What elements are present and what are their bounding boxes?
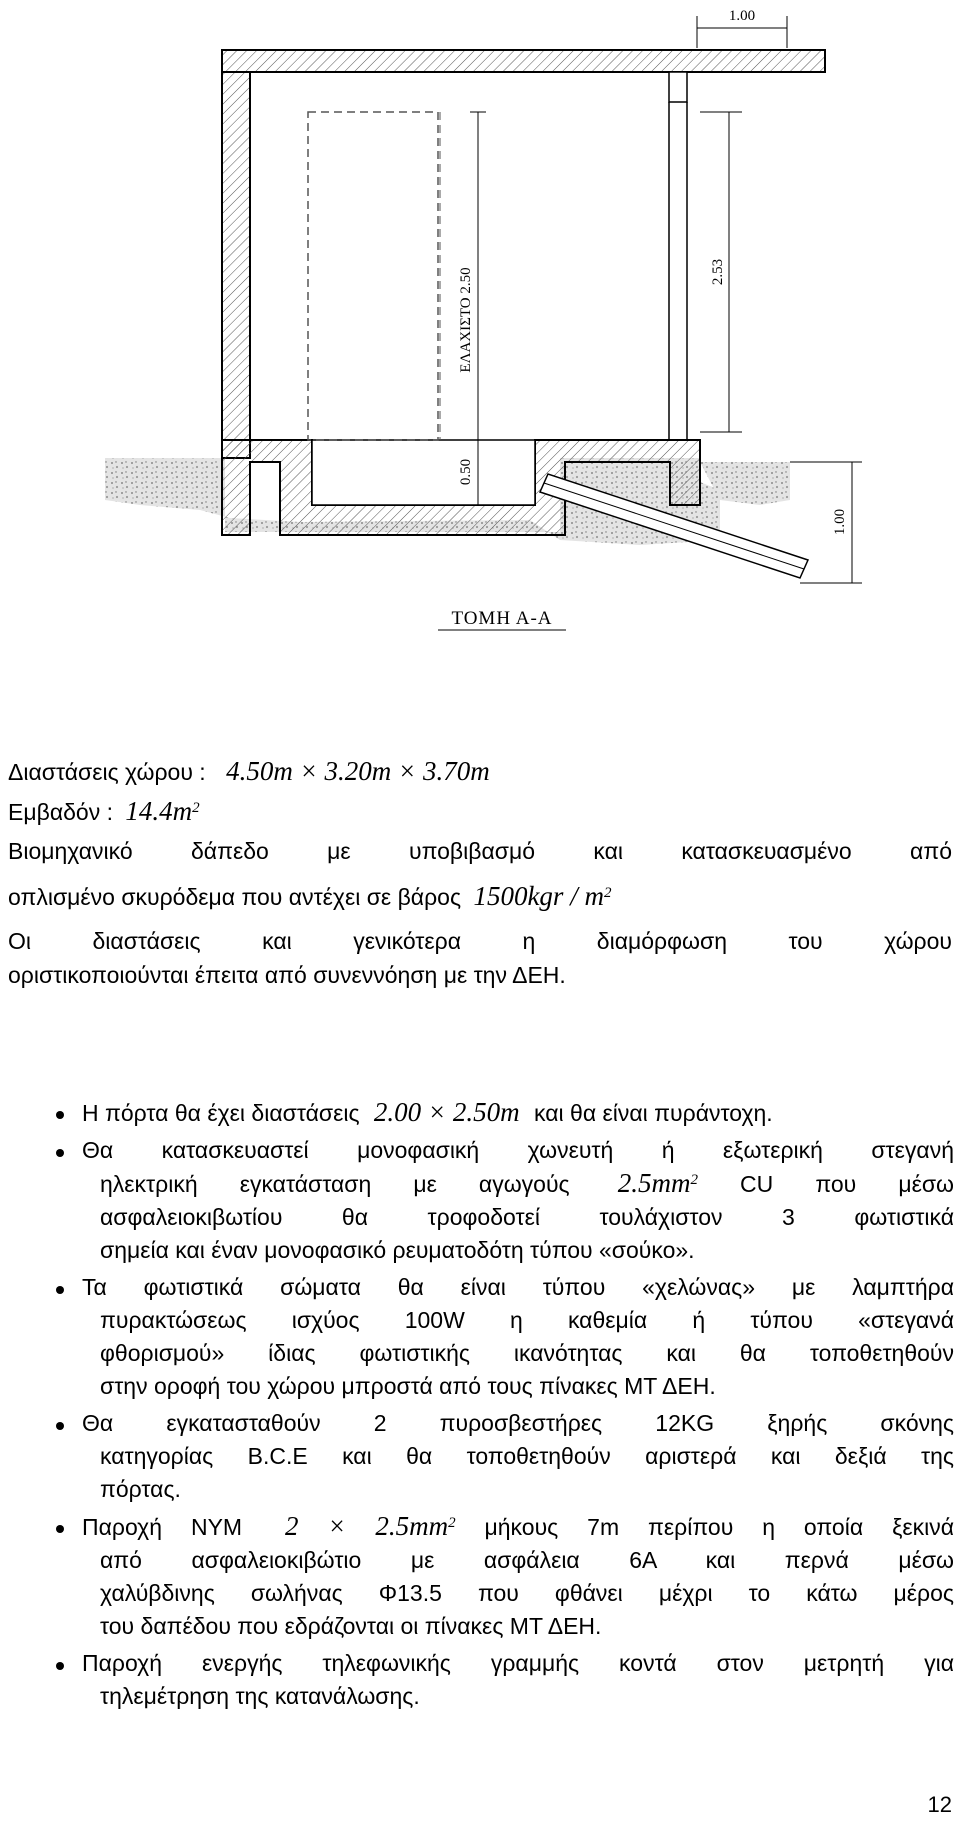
dimensions-value: 4.50m × 3.20m × 3.70m bbox=[226, 756, 490, 786]
page-number: 12 bbox=[927, 1792, 952, 1817]
list-item: Θα εγκατασταθούν 2 πυροσβεστήρες 12KG ξηρής σκόνης κατηγορίας B.C.E και θα τοποθετηθούν αριστερά και δεξιά της πόρτας. bbox=[82, 1407, 954, 1506]
area-value: $14.4m^2$ bbox=[125, 796, 200, 826]
final-line-2: οριστικοποιούνται έπειτα από συνεννόηση με την ΔΕΗ. bbox=[8, 962, 566, 988]
list-item: Παροχή ενεργής τηλεφωνικής γραμμής κοντά στον μετρητή για τηλεμέτρηση της κατανάλωσης. bbox=[82, 1647, 954, 1713]
bullet-dot bbox=[56, 1149, 64, 1157]
door-opening bbox=[308, 112, 438, 440]
area-line bbox=[8, 796, 952, 827]
list-item: Τα φωτιστικά σώματα θα είναι τύπου «χελώνας» με λαμπτήρα πυρακτώσεως ισχύος 100W η καθεμία ή τύπου «στεγανά φθορισμού» ίδιας φωτιστικής ικανότητας και θα τοποθετηθούν στην οροφή του χώρου μπροστά από τους πίνακες ΜΤ ΔΕΗ. bbox=[82, 1271, 954, 1403]
left-wall bbox=[222, 72, 250, 458]
dimensions-line bbox=[8, 756, 952, 787]
floor-line-2-text: οπλισμένο σκυρόδεμα που αντέχει σε βάρος bbox=[8, 884, 462, 910]
list-item: Η πόρτα θα έχει διαστάσεις 2.00 × 2.50m και θα είναι πυράντοχη. bbox=[82, 1096, 954, 1130]
right-column bbox=[669, 72, 687, 102]
dim-trench-depth: 0.50 bbox=[458, 458, 474, 486]
floor-line-1: Βιομηχανικό δάπεδο με υποβιβασμό και κατασκευασμένο από bbox=[8, 838, 952, 864]
bullet-dot bbox=[56, 1111, 64, 1119]
floor-load: $1500kgr / m^2$ bbox=[473, 881, 612, 911]
floor-line-2 bbox=[8, 881, 952, 912]
dim-pipe-depth: 1.00 bbox=[832, 508, 848, 536]
section-drawing bbox=[0, 0, 960, 640]
requirements-list bbox=[0, 1096, 960, 1713]
list-item: Θα κατασκευαστεί μονοφασική χωνευτή ή εξωτερική στεγανή ηλεκτρική εγκατάσταση με αγωγούς $2.5mm^2$ CU που μέσω ασφαλειοκιβωτίου θα τροφοδοτεί τουλάχιστον 3 φωτιστικά σημεία και έναν μονοφασικό ρευματοδότη τύπου «σούκο». bbox=[82, 1134, 954, 1267]
list-item: Παροχή ΝΥΜ $2 \times 2.5mm^2$ μήκους 7m περίπου η οποία ξεκινά από ασφαλειοκιβώτιο με ασφάλεια 6Α και περνά μέσω χαλύβδινης σωλήνας Φ13.5 που φθάνει μέχρι το κάτω μέρος του δαπέδου που εδράζονται οι πίνακες ΜΤ ΔΕΗ. bbox=[82, 1510, 954, 1643]
dim-inner-height: 2.53 bbox=[710, 258, 726, 286]
dim-top-width: 1.00 bbox=[728, 8, 756, 24]
dimensions-label: Διαστάσεις χώρου : bbox=[8, 759, 206, 785]
final-line-1: Οι διαστάσεις και γενικότερα η διαμόρφωση του χώρου bbox=[8, 928, 952, 954]
drawing-title: ΤΟΜΗ Α-Α bbox=[451, 608, 553, 629]
dim-door-height: ΕΛΑΧΙΣΤΟ 2.50 bbox=[458, 267, 474, 373]
bullet-dot bbox=[56, 1525, 64, 1533]
bullet-dot bbox=[56, 1662, 64, 1670]
trench bbox=[312, 440, 535, 505]
bullet-dot bbox=[56, 1422, 64, 1430]
roof-slab bbox=[222, 50, 825, 72]
bullet-dot bbox=[56, 1286, 64, 1294]
area-label: Εμβαδόν : bbox=[8, 799, 113, 825]
